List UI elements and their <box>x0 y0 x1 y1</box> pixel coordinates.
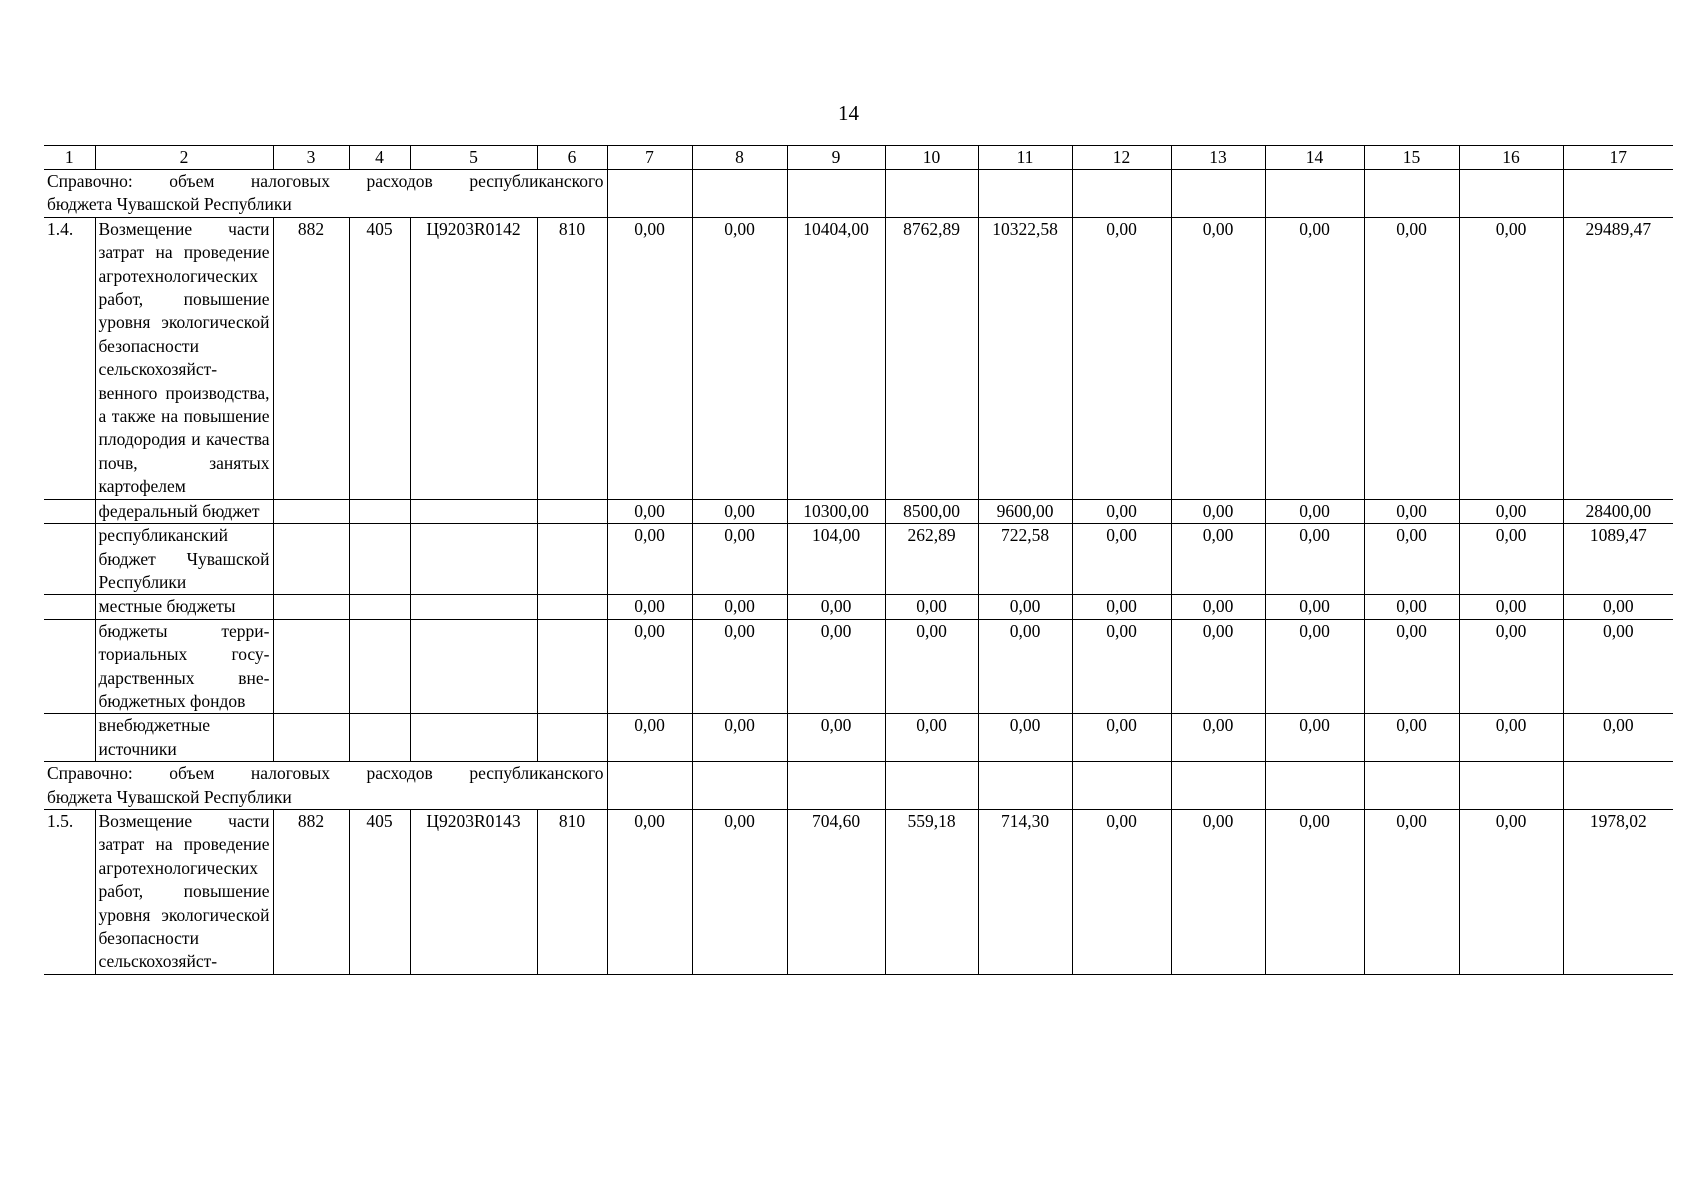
amount-cell: 0,00 <box>787 619 885 714</box>
empty-cell <box>273 619 349 714</box>
page-number: 14 <box>838 101 859 125</box>
empty-cell <box>1563 170 1673 218</box>
empty-cell <box>1459 762 1563 810</box>
empty-cell <box>273 499 349 523</box>
amount-cell: 0,00 <box>1364 499 1459 523</box>
amount-cell: 0,00 <box>1265 809 1364 974</box>
amount-cell: 262,89 <box>885 524 978 595</box>
amount-cell: 0,00 <box>978 714 1072 762</box>
column-header: 9 <box>787 146 885 170</box>
empty-cell <box>44 619 95 714</box>
amount-cell: 0,00 <box>1563 714 1673 762</box>
empty-cell <box>1171 170 1265 218</box>
empty-cell <box>885 170 978 218</box>
funding-source-name: внебюджетные источники <box>95 714 273 762</box>
column-header: 14 <box>1265 146 1364 170</box>
empty-cell <box>410 714 537 762</box>
amount-cell: 0,00 <box>1459 217 1563 499</box>
amount-cell: 0,00 <box>1265 595 1364 619</box>
amount-cell: 0,00 <box>692 595 787 619</box>
reference-note-line: Справочно: объем налоговых расходов республиканского <box>47 763 604 784</box>
empty-cell <box>44 524 95 595</box>
amount-cell: 0,00 <box>1171 499 1265 523</box>
amount-cell: 0,00 <box>1459 595 1563 619</box>
amount-cell: 0,00 <box>692 499 787 523</box>
amount-cell: 1978,02 <box>1563 809 1673 974</box>
amount-cell: 0,00 <box>1265 217 1364 499</box>
empty-cell <box>787 762 885 810</box>
amount-cell: 0,00 <box>1072 714 1171 762</box>
amount-cell: 8762,89 <box>885 217 978 499</box>
empty-cell <box>1563 762 1673 810</box>
amount-cell: 0,00 <box>885 619 978 714</box>
amount-cell: 0,00 <box>1171 524 1265 595</box>
target-article-code: Ц9203R0143 <box>410 809 537 974</box>
empty-cell <box>978 170 1072 218</box>
amount-cell: 0,00 <box>607 714 692 762</box>
amount-cell: 29489,47 <box>1563 217 1673 499</box>
empty-cell <box>607 762 692 810</box>
empty-cell <box>1364 170 1459 218</box>
empty-cell <box>349 524 410 595</box>
amount-cell: 0,00 <box>607 499 692 523</box>
amount-cell: 714,30 <box>978 809 1072 974</box>
amount-cell: 0,00 <box>607 217 692 499</box>
empty-cell <box>44 595 95 619</box>
empty-cell <box>1072 762 1171 810</box>
empty-cell <box>787 170 885 218</box>
funding-source-row <box>44 524 1673 595</box>
column-header: 6 <box>537 146 607 170</box>
amount-cell: 104,00 <box>787 524 885 595</box>
empty-cell <box>349 499 410 523</box>
amount-cell: 8500,00 <box>885 499 978 523</box>
amount-cell: 0,00 <box>885 595 978 619</box>
empty-cell <box>692 762 787 810</box>
amount-cell: 704,60 <box>787 809 885 974</box>
amount-cell: 0,00 <box>1265 714 1364 762</box>
amount-cell: 0,00 <box>1171 619 1265 714</box>
column-header: 4 <box>349 146 410 170</box>
empty-cell <box>410 595 537 619</box>
amount-cell: 0,00 <box>1364 524 1459 595</box>
funding-source-row <box>44 619 1673 714</box>
amount-cell: 0,00 <box>1171 595 1265 619</box>
amount-cell: 0,00 <box>885 714 978 762</box>
empty-cell <box>44 714 95 762</box>
amount-cell: 0,00 <box>1072 595 1171 619</box>
amount-cell: 0,00 <box>1364 595 1459 619</box>
amount-cell: 0,00 <box>1364 809 1459 974</box>
amount-cell: 0,00 <box>1364 619 1459 714</box>
gr-code: 882 <box>273 217 349 499</box>
column-header: 10 <box>885 146 978 170</box>
amount-cell: 0,00 <box>607 809 692 974</box>
empty-cell <box>349 595 410 619</box>
funding-source-row <box>44 499 1673 523</box>
amount-cell: 0,00 <box>1459 714 1563 762</box>
measure-row <box>44 809 1673 974</box>
amount-cell: 0,00 <box>1265 499 1364 523</box>
column-header: 12 <box>1072 146 1171 170</box>
reference-note <box>44 762 607 810</box>
amount-cell: 0,00 <box>607 619 692 714</box>
amount-cell: 0,00 <box>1563 619 1673 714</box>
amount-cell: 722,58 <box>978 524 1072 595</box>
amount-cell: 0,00 <box>692 809 787 974</box>
reference-row <box>44 170 1673 218</box>
row-number: 1.4. <box>44 217 95 499</box>
empty-cell <box>537 714 607 762</box>
column-header: 1 <box>44 146 95 170</box>
empty-cell <box>1072 170 1171 218</box>
reference-row <box>44 762 1673 810</box>
empty-cell <box>537 595 607 619</box>
funding-source-name: республиканский бюджет Чувашской Республики <box>95 524 273 595</box>
amount-cell: 0,00 <box>1563 595 1673 619</box>
empty-cell <box>1459 170 1563 218</box>
empty-cell <box>273 524 349 595</box>
row-number: 1.5. <box>44 809 95 974</box>
measure-name: Возмещение части затрат на проведение агротехнологических работ, повышение уровня экологической безопасности сельскохозяйственного производства, а также на повышение плодородия и качества почв, занятых картофелем <box>95 217 273 499</box>
amount-cell: 0,00 <box>978 619 1072 714</box>
empty-cell <box>537 619 607 714</box>
empty-cell <box>273 714 349 762</box>
empty-cell <box>1364 762 1459 810</box>
measure-row <box>44 217 1673 499</box>
amount-cell: 0,00 <box>1459 619 1563 714</box>
column-header: 13 <box>1171 146 1265 170</box>
funding-source-name: федеральный бюджет <box>95 499 273 523</box>
amount-cell: 0,00 <box>1171 217 1265 499</box>
reference-note-line: бюджета Чувашской Республики <box>47 786 292 807</box>
empty-cell <box>44 499 95 523</box>
amount-cell: 0,00 <box>978 595 1072 619</box>
amount-cell: 0,00 <box>1459 524 1563 595</box>
column-header: 16 <box>1459 146 1563 170</box>
amount-cell: 10322,58 <box>978 217 1072 499</box>
column-header: 17 <box>1563 146 1673 170</box>
empty-cell <box>1265 762 1364 810</box>
amount-cell: 10300,00 <box>787 499 885 523</box>
column-header: 15 <box>1364 146 1459 170</box>
reference-note-line: бюджета Чувашской Республики <box>47 194 292 215</box>
expense-type-code: 810 <box>537 217 607 499</box>
amount-cell: 0,00 <box>787 595 885 619</box>
amount-cell: 0,00 <box>692 619 787 714</box>
empty-cell <box>537 524 607 595</box>
empty-cell <box>885 762 978 810</box>
column-header: 3 <box>273 146 349 170</box>
amount-cell: 0,00 <box>607 595 692 619</box>
empty-cell <box>273 595 349 619</box>
measure-name: Возмещение части затрат на проведение агротехнологических работ, повышение уровня экологической безопасности сельскохозяйст- <box>95 809 273 974</box>
column-header: 5 <box>410 146 537 170</box>
amount-cell: 10404,00 <box>787 217 885 499</box>
amount-cell: 28400,00 <box>1563 499 1673 523</box>
empty-cell <box>537 499 607 523</box>
amount-cell: 559,18 <box>885 809 978 974</box>
empty-cell <box>410 499 537 523</box>
empty-cell <box>692 170 787 218</box>
expense-type-code: 810 <box>537 809 607 974</box>
amount-cell: 0,00 <box>1265 524 1364 595</box>
reference-note-line: Справочно: объем налоговых расходов республиканского <box>47 171 604 191</box>
empty-cell <box>349 619 410 714</box>
amount-cell: 0,00 <box>787 714 885 762</box>
funding-source-row <box>44 714 1673 762</box>
amount-cell: 0,00 <box>1072 217 1171 499</box>
budget-table <box>44 145 1673 975</box>
column-header: 11 <box>978 146 1072 170</box>
amount-cell: 0,00 <box>1364 714 1459 762</box>
funding-source-name: местные бюджеты <box>95 595 273 619</box>
amount-cell: 0,00 <box>1072 619 1171 714</box>
amount-cell: 0,00 <box>1171 714 1265 762</box>
funding-source-name: бюджеты территориальных государственных внебюджетных фондов <box>95 619 273 714</box>
empty-cell <box>1171 762 1265 810</box>
amount-cell: 0,00 <box>692 714 787 762</box>
empty-cell <box>1265 170 1364 218</box>
amount-cell: 0,00 <box>692 217 787 499</box>
amount-cell: 9600,00 <box>978 499 1072 523</box>
amount-cell: 0,00 <box>1265 619 1364 714</box>
amount-cell: 0,00 <box>1459 809 1563 974</box>
funding-source-row <box>44 595 1673 619</box>
empty-cell <box>978 762 1072 810</box>
amount-cell: 1089,47 <box>1563 524 1673 595</box>
section-code: 405 <box>349 809 410 974</box>
amount-cell: 0,00 <box>1072 499 1171 523</box>
column-header: 8 <box>692 146 787 170</box>
amount-cell: 0,00 <box>692 524 787 595</box>
empty-cell <box>349 714 410 762</box>
section-code: 405 <box>349 217 410 499</box>
column-header: 7 <box>607 146 692 170</box>
amount-cell: 0,00 <box>607 524 692 595</box>
amount-cell: 0,00 <box>1072 524 1171 595</box>
empty-cell <box>410 524 537 595</box>
column-header-row <box>44 146 1673 170</box>
target-article-code: Ц9203R0142 <box>410 217 537 499</box>
gr-code: 882 <box>273 809 349 974</box>
amount-cell: 0,00 <box>1364 217 1459 499</box>
amount-cell: 0,00 <box>1072 809 1171 974</box>
empty-cell <box>607 170 692 218</box>
empty-cell <box>410 619 537 714</box>
column-header: 2 <box>95 146 273 170</box>
reference-note <box>44 170 607 218</box>
amount-cell: 0,00 <box>1171 809 1265 974</box>
amount-cell: 0,00 <box>1459 499 1563 523</box>
